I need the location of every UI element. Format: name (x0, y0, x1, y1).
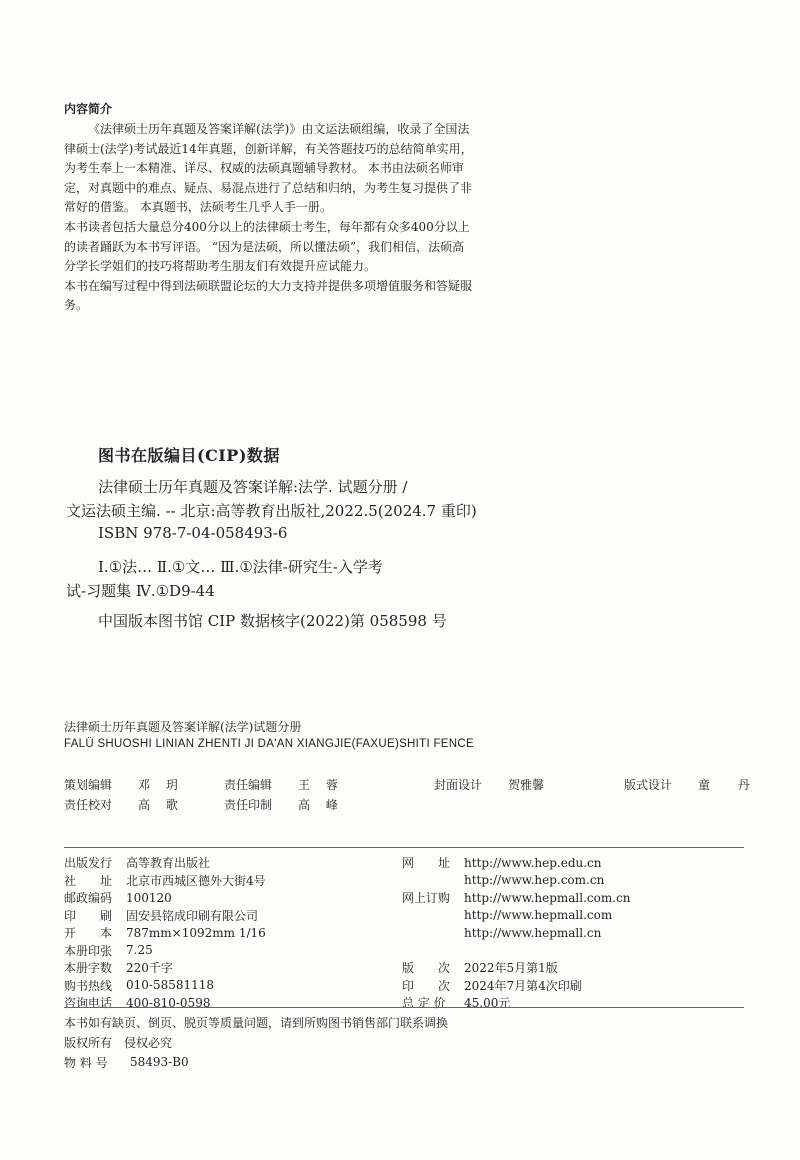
credit-item (224, 796, 384, 813)
intro-paragraph: 《法律硕士历年真题及答案详解(法学)》由文运法硕组编，收录了全国法律硕士(法学)考试最近14年真题，创新详解，有关答题技巧的总结简单实用，为考生奉上一本精准、详尽、权威的法硕真题辅导教材。 本书由法硕名师审定，对真题中的难点、疑点、易混点进行了总结和归纳，为考生复习提供了非常好的借鉴。 本真题书，法硕考生几乎人手一册。 (64, 122, 473, 215)
pub-row (402, 907, 631, 925)
credits-row (64, 794, 784, 814)
pub-row (64, 977, 266, 995)
cip-line-1: 法律硕士历年真题及答案详解:法学. 试题分册 / (98, 478, 408, 496)
credit-person: 高 歌 (138, 797, 184, 812)
divider (64, 847, 744, 848)
pub-label: 网 址 (402, 856, 451, 871)
credit-person: 童 丹 (698, 777, 762, 792)
cip-line-4: Ⅰ.①法… Ⅱ.①文… Ⅲ.①法律-研究生-入学考 (98, 558, 383, 576)
pub-label: 开 本 (64, 926, 113, 941)
pub-row (402, 942, 631, 960)
publication-info-left (64, 854, 266, 1012)
pub-row (64, 907, 266, 925)
pub-label: 印 次 (402, 978, 451, 993)
pub-value: 北京市西城区德外大街4号 (126, 873, 266, 888)
book-title-pinyin: FALÜ SHUOSHI LINIAN ZHENTI JI DA'AN XIANGJIE(FAXUE)SHITI FENCE (64, 738, 474, 750)
pub-label: 本册印张 (64, 943, 113, 958)
footer (64, 1012, 448, 1072)
pub-value: 2022年5月第1版 (464, 961, 558, 976)
pub-row (402, 977, 631, 995)
cip-line-5: 试-习题集 Ⅳ.①D9-44 (66, 582, 215, 600)
pub-label: 本册字数 (64, 961, 113, 976)
pub-row (402, 959, 631, 977)
publication-info-right (402, 854, 631, 1012)
credit-person: 高 峰 (298, 797, 344, 812)
pub-label: 印 刷 (64, 908, 113, 923)
pub-label: 总 定 价 (402, 996, 446, 1011)
credit-item (434, 776, 614, 793)
quality-notice: 本书如有缺页、倒页、脱页等质量问题，请到所购图书销售部门联系调换 (64, 1015, 449, 1030)
pub-row (64, 959, 266, 977)
pub-value: 7.25 (126, 943, 153, 958)
website-link: http://www.hep.edu.cn (464, 855, 602, 870)
credit-item (64, 776, 224, 793)
pub-row (64, 942, 266, 960)
pub-row (64, 872, 266, 890)
pub-label: 网上订购 (402, 891, 451, 906)
credit-person: 邓 玥 (138, 777, 184, 792)
pub-label: 出版发行 (64, 856, 113, 871)
pub-row (402, 854, 631, 872)
pub-row (402, 889, 631, 907)
intro-title: 内容简介 (64, 102, 113, 116)
website-link: http://www.hep.com.cn (464, 873, 605, 888)
pub-label: 邮政编码 (64, 891, 113, 906)
pub-row (402, 924, 631, 942)
cip-heading: 图书在版编目(CIP)数据 (98, 446, 280, 465)
pub-value: 220千字 (126, 961, 173, 976)
pub-row (64, 854, 266, 872)
pub-row (64, 924, 266, 942)
pub-row (64, 889, 266, 907)
credit-role: 封面设计 (434, 777, 483, 792)
pub-label: 购书热线 (64, 978, 113, 993)
order-link: http://www.hepmall.cn (464, 925, 602, 940)
pub-value: 2024年7月第4次印刷 (464, 978, 582, 993)
pub-value: 400-810-0598 (126, 995, 211, 1010)
item-number (64, 1052, 448, 1072)
order-link: http://www.hepmall.com.cn (464, 890, 631, 905)
credits-row (64, 774, 784, 794)
credit-item (64, 796, 224, 813)
credit-role: 责任印制 (224, 797, 273, 812)
pub-row (402, 872, 631, 890)
credit-role: 策划编辑 (64, 777, 113, 792)
pub-value: 固安县铭成印刷有限公司 (126, 908, 259, 923)
intro-paragraph: 本书读者包括大量总分400分以上的法律硕士考生，每年都有众多400分以上的读者踊跃为本书写评语。 “因为是法硕，所以懂法硕”，我们相信，法硕高分学长学姐们的技巧将帮助考生朋友们有效提升应试能力。 (64, 219, 470, 274)
pub-value: 787mm×1092mm 1/16 (126, 925, 266, 940)
pub-value: 010-58581118 (126, 978, 215, 993)
pub-label: 社 址 (64, 873, 113, 888)
pub-row (64, 994, 266, 1012)
pub-row (402, 994, 631, 1012)
cip-line-2: 文运法硕主编. -- 北京:高等教育出版社,2022.5(2024.7 重印) (66, 502, 477, 520)
book-title-cn: 法律硕士历年真题及答案详解(法学)试题分册 (64, 720, 302, 734)
pub-value: 100120 (126, 890, 172, 905)
cip-isbn: ISBN 978-7-04-058493-6 (98, 524, 288, 542)
order-link: http://www.hepmall.com (464, 908, 613, 923)
divider (64, 1007, 744, 1008)
credit-role: 责任编辑 (224, 777, 273, 792)
credit-role: 版式设计 (624, 777, 673, 792)
price-value: 45.00元 (464, 996, 511, 1011)
rights-notice: 版权所有 侵权必究 (64, 1035, 173, 1050)
item-number-label: 物 料 号 (64, 1055, 108, 1070)
cip-record: 中国版本图书馆 CIP 数据核字(2022)第 058598 号 (98, 612, 447, 630)
pub-label: 咨询电话 (64, 996, 113, 1011)
credit-person: 王 蓉 (298, 777, 344, 792)
credit-person: 贺雅馨 (508, 777, 545, 792)
intro-body (64, 120, 474, 316)
credit-item (224, 776, 384, 793)
credit-item (624, 776, 784, 793)
credits (64, 774, 784, 814)
credit-role: 责任校对 (64, 797, 113, 812)
item-number-value: 58493-B0 (130, 1055, 189, 1069)
pub-value: 高等教育出版社 (126, 856, 211, 871)
pub-label: 版 次 (402, 961, 451, 976)
intro-paragraph: 本书在编写过程中得到法硕联盟论坛的大力支持并提供多项增值服务和答疑服务。 (64, 278, 473, 313)
